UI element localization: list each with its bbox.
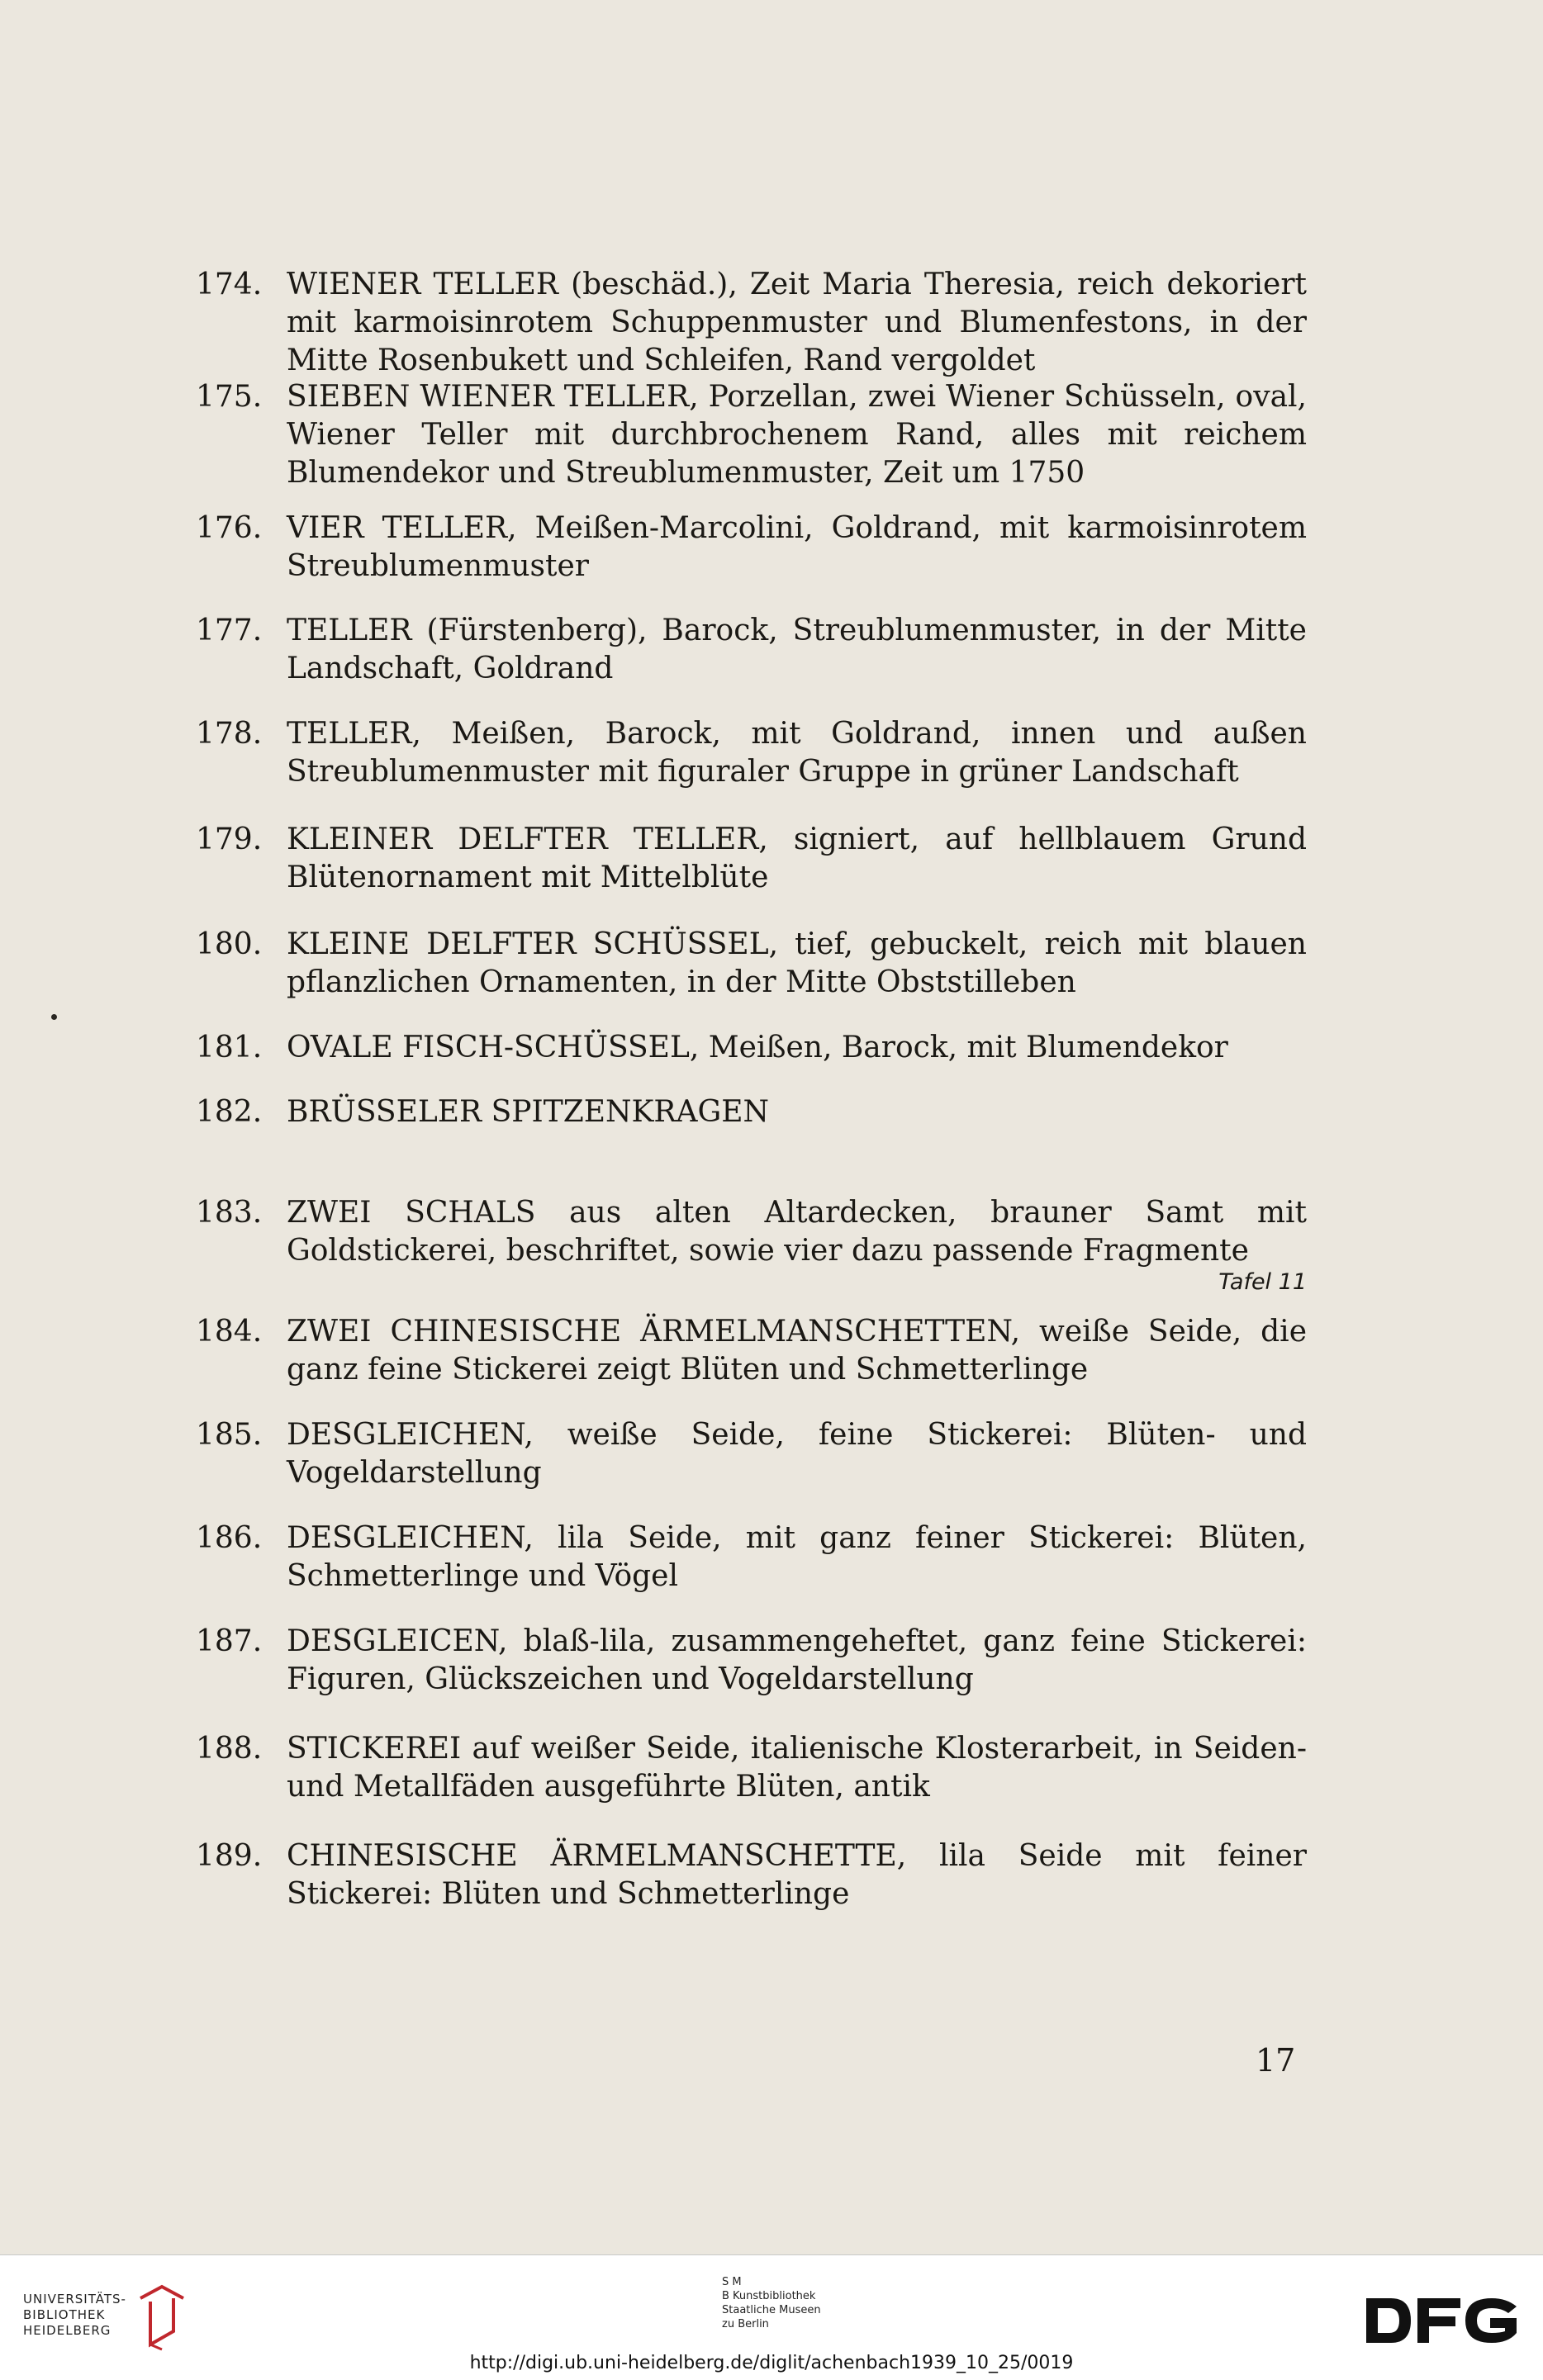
entry-number: 182. [196, 1095, 263, 1129]
catalogue-entry [196, 1194, 1307, 1313]
entry-text-body: ZWEI SCHALS aus alten Altardecken, brauner Samt mit Goldstickerei, beschriftet, sowie vier dazu passende Fragmente [287, 1196, 1307, 1268]
university-line: HEIDELBERG [23, 2323, 112, 2338]
entry-text: TELLER, Meißen, Barock, mit Goldrand, innen und außen Streublumenmuster mit figuraler Gruppe in grüner Landschaft [287, 717, 1307, 789]
catalogue-entry [196, 1837, 1307, 1920]
museum-line: Staatliche Museen [722, 2304, 821, 2316]
entry-number: 189. [196, 1839, 263, 1873]
catalogue-entry [196, 715, 1307, 821]
source-url[interactable]: http://digi.ub.uni-heidelberg.de/diglit/achenbach1939_10_25/0019 [469, 2353, 1074, 2373]
university-logo-icon [137, 2280, 187, 2351]
entry-number: 175. [196, 380, 263, 414]
catalogue-entry [196, 1093, 1307, 1194]
catalogue-entry [196, 1520, 1307, 1623]
catalogue-entry [196, 612, 1307, 715]
catalogue-entry [196, 1730, 1307, 1837]
catalogue-entries [196, 266, 1307, 1920]
museum-line: zu Berlin [722, 2318, 769, 2330]
digitization-footer [0, 2254, 1543, 2380]
entry-text: DESGLEICEN, blaß-lila, zusammengeheftet, ganz feine Stickerei: Figuren, Glückszeichen und Vogeldarstellung [287, 1624, 1307, 1696]
entry-number: 187. [196, 1624, 263, 1658]
plate-reference: Tafel 11 [1218, 1269, 1307, 1295]
catalogue-entry [196, 1623, 1307, 1730]
entry-text: OVALE FISCH-SCHÜSSEL, Meißen, Barock, mit Blumendekor [287, 1031, 1228, 1064]
catalogue-entry [196, 1029, 1307, 1093]
entry-number: 188. [196, 1732, 263, 1766]
dfg-logo-icon [1363, 2295, 1520, 2346]
entry-text: TELLER (Fürstenberg), Barock, Streublumenmuster, in der Mitte Landschaft, Goldrand [287, 614, 1307, 685]
margin-mark [51, 1014, 57, 1020]
entry-text: SIEBEN WIENER TELLER, Porzellan, zwei Wiener Schüsseln, oval, Wiener Teller mit durchbrochenem Rand, alles mit reichem Blumendekor und Streublumenmuster, Zeit um 1750 [287, 380, 1307, 490]
entry-number: 185. [196, 1418, 263, 1452]
entry-text: STICKEREI auf weißer Seide, italienische Klosterarbeit, in Seiden- und Metallfäden ausgeführte Blüten, antik [287, 1732, 1307, 1804]
university-line: UNIVERSITÄTS- [23, 2292, 126, 2307]
catalogue-entry [196, 1416, 1307, 1520]
entry-text: KLEINE DELFTER SCHÜSSEL, tief, gebuckelt, reich mit blauen pflanzlichen Ornamenten, in der Mitte Obststilleben [287, 927, 1307, 999]
university-line: BIBLIOTHEK [23, 2307, 106, 2322]
catalogue-entry [196, 266, 1307, 378]
catalogue-entry [196, 926, 1307, 1029]
catalogue-entry [196, 510, 1307, 612]
entry-number: 178. [196, 717, 263, 751]
museum-library-name [722, 2275, 821, 2331]
entry-number: 183. [196, 1196, 263, 1230]
entry-text: ZWEI CHINESISCHE ÄRMELMANSCHETTEN, weiße Seide, die ganz feine Stickerei zeigt Blüten und Schmetterlinge [287, 1315, 1307, 1387]
museum-line: B Kunstbibliothek [722, 2290, 816, 2302]
page-number: 17 [1256, 2042, 1296, 2079]
entry-text: VIER TELLER, Meißen-Marcolini, Goldrand, mit karmoisinrotem Streublumenmuster [287, 511, 1307, 583]
entry-number: 176. [196, 511, 263, 545]
entry-text [287, 1194, 1307, 1313]
entry-number: 186. [196, 1521, 263, 1555]
entry-text: KLEINER DELFTER TELLER, signiert, auf hellblauem Grund Blütenornament mit Mittelblüte [287, 823, 1307, 894]
entry-text: WIENER TELLER (beschäd.), Zeit Maria Theresia, reich dekoriert mit karmoisinrotem Schuppenmuster und Blumenfestons, in der Mitte Rosenbukett und Schleifen, Rand vergoldet [287, 268, 1307, 377]
catalogue-entry [196, 1313, 1307, 1416]
entry-text: BRÜSSELER SPITZENKRAGEN [287, 1095, 770, 1129]
university-library-name [23, 2292, 126, 2339]
entry-text: CHINESISCHE ÄRMELMANSCHETTE, lila Seide mit feiner Stickerei: Blüten und Schmetterlinge [287, 1839, 1307, 1911]
catalogue-entry [196, 378, 1307, 510]
museum-line: S M [722, 2276, 742, 2288]
entry-number: 174. [196, 268, 263, 301]
entry-number: 179. [196, 823, 263, 856]
entry-number: 180. [196, 927, 263, 961]
catalogue-entry [196, 821, 1307, 926]
entry-text: DESGLEICHEN, lila Seide, mit ganz feiner Stickerei: Blüten, Schmetterlinge und Vögel [287, 1521, 1307, 1593]
entry-number: 184. [196, 1315, 263, 1349]
entry-number: 177. [196, 614, 263, 647]
entry-text: DESGLEICHEN, weiße Seide, feine Stickerei: Blüten- und Vogeldarstellung [287, 1418, 1307, 1490]
entry-number: 181. [196, 1031, 263, 1064]
